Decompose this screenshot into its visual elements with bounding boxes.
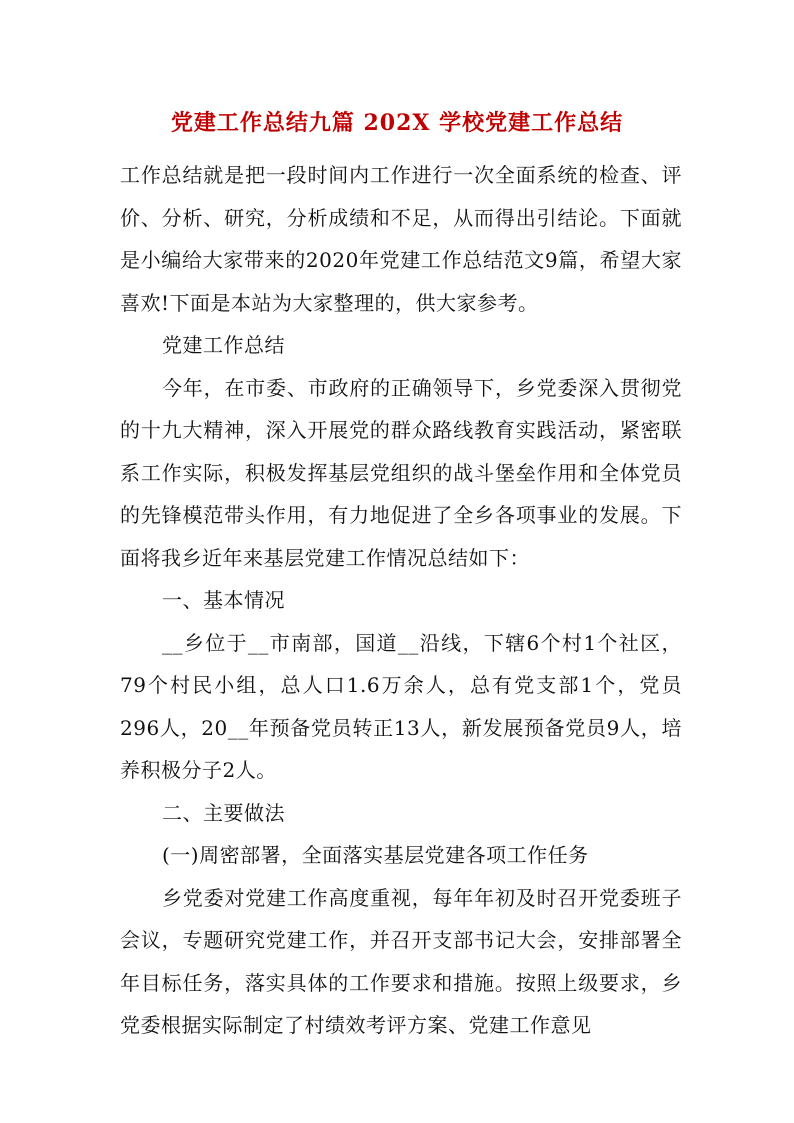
heading-main-practices: 二、主要做法 [162,800,285,825]
paragraph-overview: 今年，在市委、市政府的正确领导下，乡党委深入贯彻党的十九大精神，深入开展党的群众路线教育实践活动，紧密联系工作实际，积极发挥基层党组织的战斗堡垒作用和全体党员的先锋模范带头作用，有力地促进了全乡各项事业的发展。下面将我乡近年来基层党建工作情况总结如下： [120,375,682,570]
subheading-deployment: (一)周密部署，全面落实基层党建各项工作任务 [162,843,589,867]
paragraph-deployment: 乡党委对党建工作高度重视，每年年初及时召开党委班子会议，专题研究党建工作，并召开支部书记大会，安排部署全年目标任务，落实具体的工作要求和措施。按照上级要求，乡党委根据实际制定了村绩效考评方案、党建工作意见 [120,885,682,1037]
document-body [120,154,682,1047]
paragraph-intro: 工作总结就是把一段时间内工作进行一次全面系统的检查、评价、分析、研究，分析成绩和不足，从而得出引结论。下面就是小编给大家带来的2020年党建工作总结范文9篇，希望大家喜欢!下面是本站为大家整理的，供大家参考。 [120,163,682,315]
paragraph-basic-situation: __乡位于__市南部，国道__沿线，下辖6个村1个社区，79个村民小组，总人口1.6万余人，总有党支部1个，党员296人，20__年预备党员转正13人，新发展预备党员9人，培养积极分子2人。 [120,630,682,782]
heading-basic-situation: 一、基本情况 [162,588,285,612]
document-title: 党建工作总结九篇 202X 学校党建工作总结 [170,110,624,136]
paragraph-section-heading: 党建工作总结 [162,333,285,357]
